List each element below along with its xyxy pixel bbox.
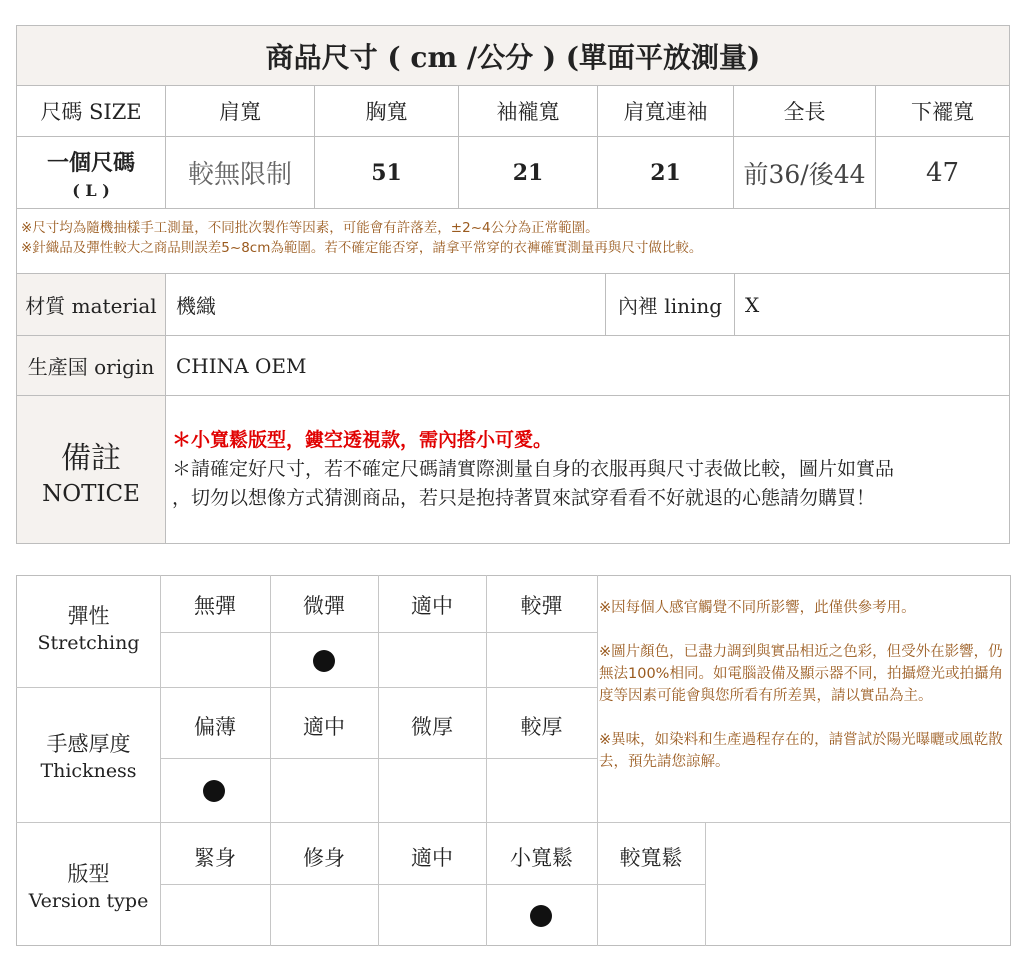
lining-label: 內裡 lining [605,273,735,336]
note-line: ※尺寸均為隨機抽樣手工測量，不同批次製作等因素，可能會有許落差，±2~4公分為正常範圍。 [21,220,599,236]
thickness-label: 手感厚度 Thickness [40,732,137,782]
value-chest: 51 [314,136,459,209]
value-length: 前36/後44 [733,136,876,209]
side-notes [599,597,1009,773]
lining-value: X [734,273,1010,336]
stretch-selected-marker [313,650,335,676]
value-armhole: 21 [458,136,598,209]
header-chest: 胸寬 [314,85,459,137]
origin-value: CHINA OEM [165,335,1010,396]
header-armhole: 袖襱寬 [458,85,598,137]
header-sleeve: 肩寬連袖 [597,85,734,137]
fit-option: 修身 [303,846,345,870]
header-length: 全長 [733,85,876,137]
origin-label: 生產国 origin [16,335,166,396]
stretch-option: 無彈 [194,594,236,618]
side-note: ※因每個人感官觸覺不同所影響，此僅供參考用。 [599,600,916,616]
size-notes [16,208,1010,274]
stretch-option: 微彈 [303,594,345,618]
material-value: 機織 [165,273,606,336]
notice-label [16,395,166,544]
thickness-option: 較厚 [520,715,563,739]
thickness-option: 適中 [303,715,345,739]
thickness-option: 微厚 [411,715,453,739]
fit-option: 緊身 [194,846,236,870]
header-shoulder: 肩寬 [165,85,315,137]
page-title: 商品尺寸 ( cm /公分 ) (單面平放測量) [265,40,761,74]
material-label: 材質 material [16,273,166,336]
thickness-selected-marker [203,780,225,806]
size-table-title [16,25,1010,86]
stretch-option: 較彈 [520,594,563,618]
stretch-option: 適中 [411,594,453,618]
notice-body [165,395,1010,544]
thickness-option: 偏薄 [194,715,236,739]
notice-label-en: NOTICE [42,480,140,507]
value-shoulder: 較無限制 [165,136,315,209]
header-hem: 下襬寬 [875,85,1010,137]
fit-selected-marker [530,905,552,931]
stretch-label: 彈性 Stretching [37,604,140,654]
fit-option: 小寬鬆 [510,846,573,870]
header-size: 尺碼 SIZE [16,85,166,137]
value-hem: 47 [875,136,1010,209]
notice-highlight: ＊小寬鬆版型，鏤空透視款，需內搭小可愛。 [172,429,553,451]
size-name-cell [16,136,166,209]
size-code: ( L ) [72,180,110,200]
fit-option: 適中 [411,846,453,870]
size-name: 一個尺碼 [46,149,135,176]
side-note: ※圖片顏色，已盡力調到與實品相近之色彩，但受外在影響，仍無法100%相同。如電腦設備及顯示器不同，拍攝燈光或拍攝角度等因素可能會與您所看有所差異，請以實品為主。 [599,644,1003,704]
notice-line: ＊請確定好尺寸，若不確定尺碼請實際測量自身的衣服再與尺寸表做比較，圖片如實品 [172,458,895,480]
note-line: ※針織品及彈性較大之商品則誤差5~8cm為範圍。若不確定能否穿，請拿平常穿的衣褲確實測量再與尺寸做比較。 [21,240,703,256]
notice-line: ，切勿以想像方式猜測商品，若只是抱持著買來試穿看看不好就退的心態請勿購買！ [172,487,876,509]
fit-option: 較寬鬆 [619,846,683,870]
notice-label-zh: 備註 [61,440,121,476]
side-note: ※異味，如染料和生產過程存在的，請嘗試於陽光曝曬或風乾散去，預先請您諒解。 [599,732,1003,770]
fit-label: 版型 Version type [28,862,149,912]
value-sleeve: 21 [597,136,734,209]
